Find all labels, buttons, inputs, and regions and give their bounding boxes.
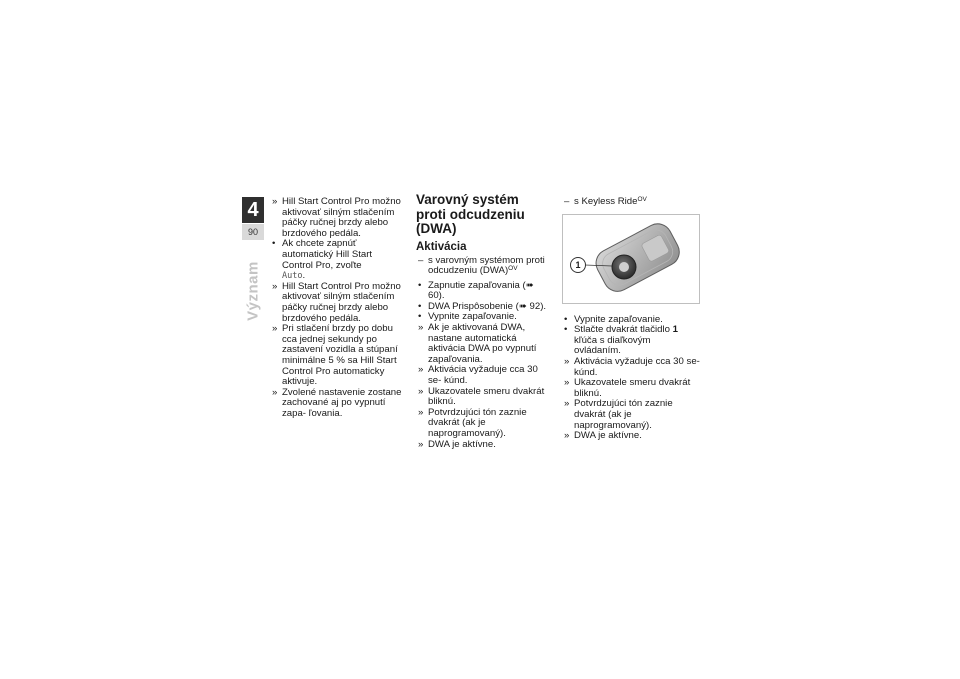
column-right — [562, 197, 700, 442]
condition-line: – s varovným systémom proti odcudzeniu (DWA)$^{OV}$ — [418, 254, 545, 277]
display-code-auto: Auto — [282, 271, 303, 282]
list-item: » Hill Start Control Pro možno aktivovať silným stlačením páčky ručnej brzdy alebo brzdového pedála. — [272, 196, 401, 239]
section-heading: Varovný systém proti odcudzeniu (DWA) — [416, 192, 525, 236]
list-item: » Hill Start Control Pro možno aktivovať silným stlačením páčky ručnej brzdy alebo brzdového pedála. — [272, 280, 401, 324]
list-item: » Potvrdzujúci tón zaznie dvakrát (ak je naprogramovaný). — [418, 406, 527, 439]
list-item: • Vypnite zapaľovanie. — [418, 311, 517, 323]
list-item: » Aktivácia vyžaduje cca 30 se- kúnd. — [418, 364, 538, 387]
column-left — [270, 197, 405, 419]
list-item: • Stlačte dvakrát tlačidlo 1 kľúča s diaľkovým ovládaním. — [564, 324, 678, 357]
list-item: » Potvrdzujúci tón zaznie dvakrát (ak je naprogramovaný). — [564, 398, 673, 431]
remote-key-figure — [562, 214, 700, 304]
section-label: Význam — [244, 261, 262, 321]
column-middle — [416, 193, 552, 450]
chapter-number-tab: 4 — [242, 197, 264, 223]
list-item: • Vypnite zapaľovanie. — [564, 313, 663, 325]
list-item: » DWA je aktívne. — [564, 430, 642, 442]
condition-line: – s Keyless Ride$^{OV}$ — [564, 196, 647, 207]
callout-1: 1 — [570, 257, 586, 273]
list-item: » DWA je aktívne. — [418, 438, 496, 450]
list-item: » Zvolené nastavenie zostane zachované aj po vypnutí zapa- ľovania. — [272, 386, 402, 419]
subheading: Aktivácia — [416, 240, 467, 253]
list-item: • Ak chcete zapnúť automatický Hill Start Control Pro, zvoľte Auto. — [272, 238, 373, 282]
list-item: » Pri stlačení brzdy po dobu cca jednej sekundy po zastavení vozidla a stúpaní minimálne 5 % sa Hill Start Control Pro automaticky aktivuje. — [272, 323, 398, 388]
list-item: • DWA Prispôsobenie (➠ 92). — [418, 300, 547, 312]
list-item: » Aktivácia vyžaduje cca 30 se- kúnd. — [564, 355, 700, 378]
list-item: » Ukazovatele smeru dvakrát bliknú. — [418, 385, 545, 408]
list-item: » Ak je aktivovaná DWA, nastane automatická aktivácia DWA po vypnutí zapaľovania. — [418, 322, 537, 365]
list-item: » Ukazovatele smeru dvakrát bliknú. — [564, 377, 691, 399]
page-number: 90 — [242, 224, 264, 240]
list-item: • Zapnutie zapaľovania (➠ 60). — [418, 279, 534, 302]
